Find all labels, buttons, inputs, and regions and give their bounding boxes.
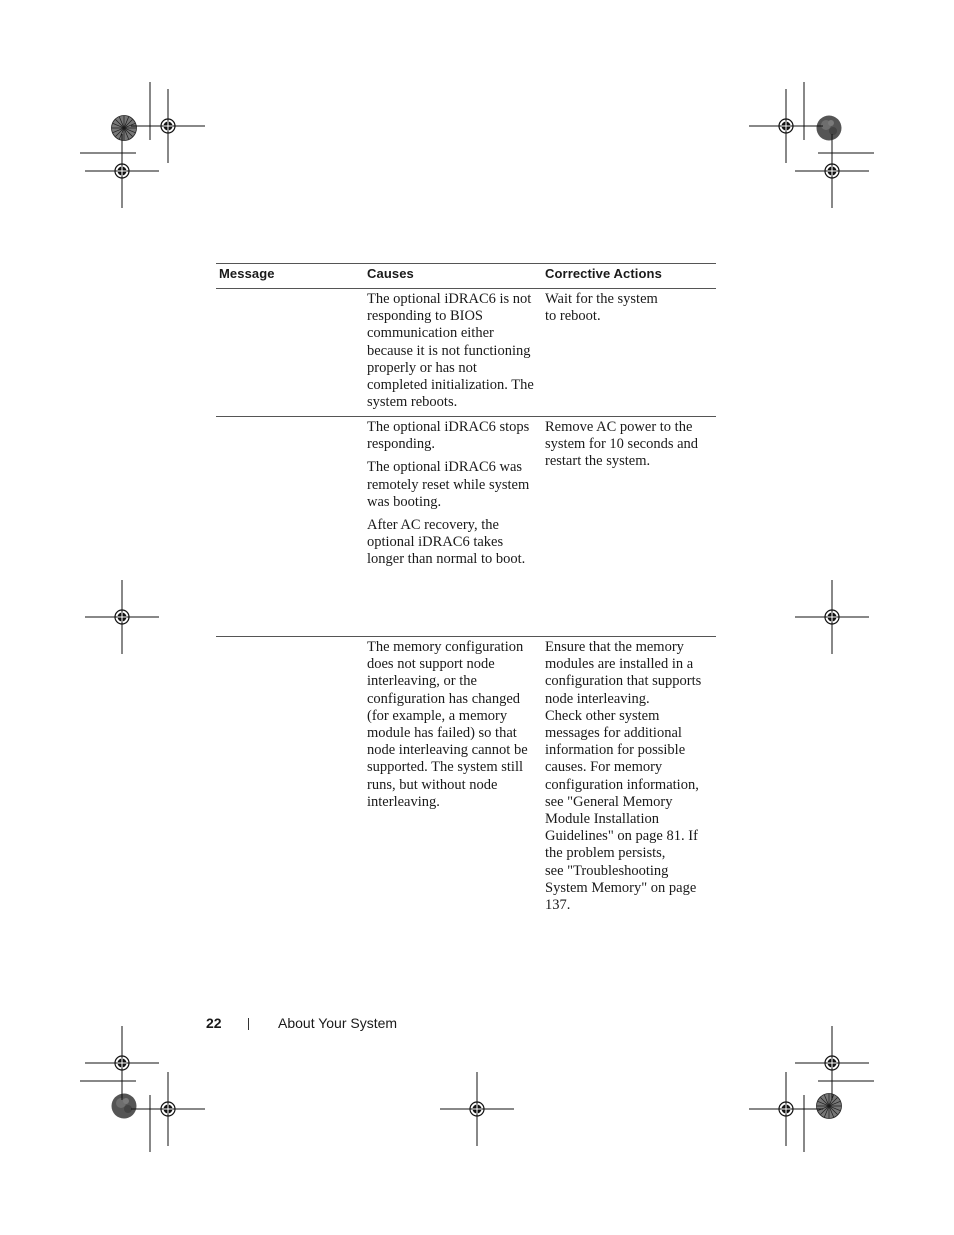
- cause-text: The optional iDRAC6 stops responding.: [367, 419, 530, 453]
- table-top-rule: [216, 263, 716, 264]
- header-causes: Causes: [367, 266, 414, 281]
- section-title: About Your System: [278, 1015, 398, 1031]
- action-text: Check other system messages for additional information for possible causes. For memory configuration information, see "General Memory Module Installation Guidelines" on page 81. If the problem persists,: [545, 707, 699, 862]
- row-causes: [367, 419, 535, 569]
- row-causes: [367, 291, 537, 411]
- header-corrective-actions: Corrective Actions: [545, 266, 662, 281]
- action-text: Ensure that the memory modules are installed in a configuration that supports node interleaving.: [545, 639, 702, 707]
- cause-text: The memory configuration does not support node interleaving, or the configuration has changed (for example, a memory module has failed) so that node interleaving cannot be supported. The system still runs, but without node interleaving.: [367, 639, 528, 810]
- row-rule: [216, 636, 716, 637]
- cause-text: After AC recovery, the optional iDRAC6 takes longer than normal to boot.: [367, 517, 526, 568]
- row-actions: [545, 419, 705, 471]
- page-number: 22: [206, 1015, 222, 1031]
- row-rule: [216, 416, 716, 417]
- header-rule: [216, 288, 716, 289]
- cause-text: The optional iDRAC6 was remotely reset while system was booting.: [367, 459, 530, 510]
- row-actions: [545, 291, 667, 325]
- cause-text: The optional iDRAC6 is not responding to BIOS communication either because it is not functioning properly or has not completed initialization. The system reboots.: [367, 291, 534, 411]
- footer-separator: [248, 1018, 249, 1030]
- header-message: Message: [219, 266, 275, 281]
- action-text: see "Troubleshooting System Memory" on page 137.: [545, 862, 697, 914]
- row-actions: [545, 639, 713, 914]
- action-text: Wait for the system to reboot.: [545, 291, 658, 325]
- row-causes: [367, 639, 535, 811]
- action-text: Remove AC power to the system for 10 seconds and restart the system.: [545, 419, 699, 470]
